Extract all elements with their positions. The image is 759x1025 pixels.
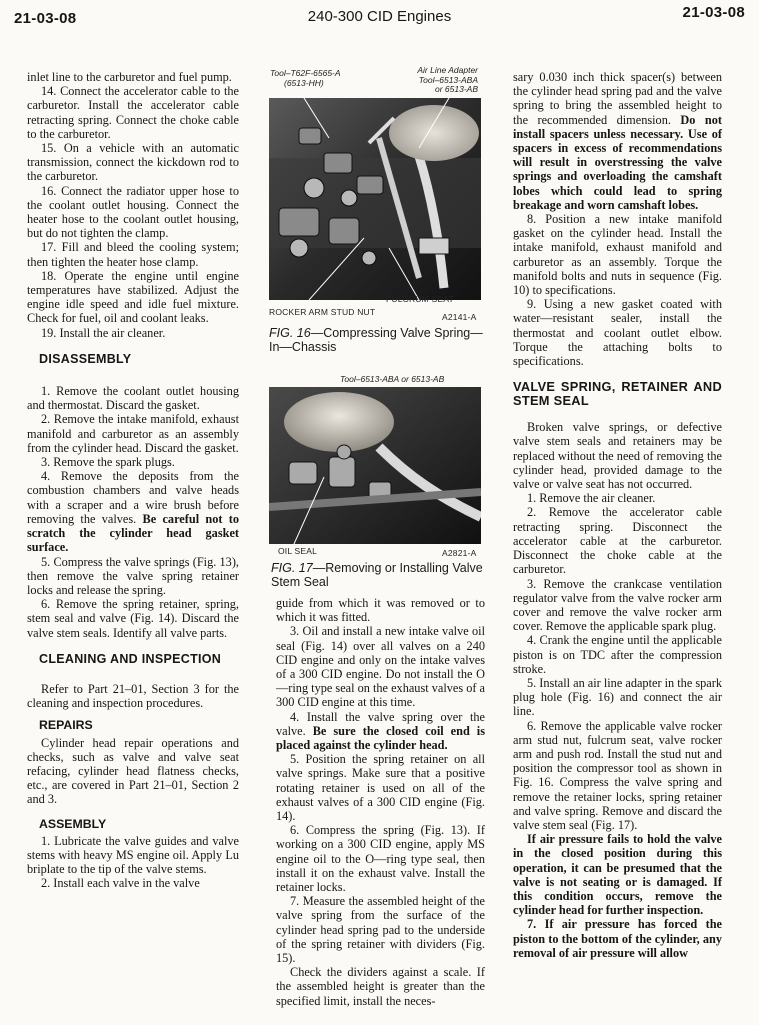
disassembly-step-1: 1. Remove the coolant outlet housing and thermostat. Discard the gasket.: [27, 384, 239, 413]
step-16: 16. Connect the radiator upper hose to the coolant outlet housing. Connect the heater hose to the coolant outlet housing, but do not tighten the clamp.: [27, 183, 239, 241]
cleaning-paragraph: Refer to Part 21–01, Section 3 for the cleaning and inspection procedures.: [27, 681, 239, 711]
replace-step-5: 5. Install an air line adapter in the spark plug hole (Fig. 16) and connect the air line.: [513, 675, 722, 719]
fig16-label-fulcrum-seat: FULCRUM SEAT: [386, 294, 454, 304]
assembly-step-1: 1. Lubricate the valve guides and valve stems with heavy MS engine oil. Apply Lu briplate to the tip of the valve stems.: [27, 833, 239, 877]
assembly-step-7: 7. Measure the assembled height of the valve spring from the surface of the cylinder head spring pad to the underside of the spring retainer with dividers (Fig. 15).: [276, 894, 485, 966]
assembly-step-5: 5. Position the spring retainer on all valve springs. Make sure that a positive rotating retainer is used on all of the exhaust valves of a 300 CID engine (Fig. 14).: [276, 752, 485, 824]
page-number-right: 21-03-08: [682, 4, 745, 21]
assembly-step-6: 6. Compress the spring (Fig. 13). If working on a 300 CID engine, apply MS engine oil to the O—ring type seal, then install it on the exhaust valve. Install the retainer locks.: [276, 823, 485, 895]
replace-step-2: 2. Remove the accelerator cable retracting spring. Disconnect the accelerator cable at the carburetor. Disconnect the choke cable at the carburetor.: [513, 505, 722, 577]
replace-step-7: 7. If air pressure has forced the piston to the bottom of the cylinder, any removal of air pressure will allow: [513, 917, 722, 960]
step-4-caution: Be careful not to scratch the cylinder head gasket surface.: [27, 511, 240, 555]
assembly-step-9: 9. Using a new gasket coated with water—resistant sealer, install the thermostat and coolant outlet elbow. Torque the attaching bolts to specifications.: [513, 297, 722, 369]
running-title: 240-300 CID Engines: [307, 8, 452, 25]
section-intro: Broken valve springs, or defective valve stem seals and retainers may be replaced without the need of removing the cylinder head, provided damage to the valve or valve seat has not occurred.: [513, 420, 722, 492]
assembly-step-3: 3. Oil and install a new intake valve oil seal (Fig. 14) over all valves on a 240 CID engine and only on the intake valves of a 300 CID engine. Do not install the O—ring type seal on the exhaust valves of a 300 CID engine at this time.: [276, 624, 485, 710]
step-19: 19. Install the air cleaner.: [41, 325, 166, 340]
figure-17: [268, 372, 484, 594]
assembly-step-4: 4. Install the valve spring over the valve. Be sure the closed coil end is placed against the cylinder head.: [276, 709, 486, 753]
cleaning-heading: CLEANING AND INSPECTION: [39, 651, 222, 666]
disassembly-heading: DISASSEMBLY: [39, 351, 132, 366]
page-number-left: 21-03-08: [14, 10, 77, 27]
fig17-caption: FIG. 17—Removing or Installing Valve Stem Seal: [271, 561, 483, 589]
fig17-label-oil-seal: OIL SEAL: [278, 546, 318, 556]
paragraph: guide from which it was removed or to which it was fitted.: [276, 596, 485, 625]
repairs-paragraph: Cylinder head repair operations and checks, such as valve and valve seat refacing, cylinder head flatness checks, etc., are covered in Part 21–01, Section 2 and 3.: [27, 735, 239, 807]
disassembly-step-6: 6. Remove the spring retainer, spring, stem seal and valve (Fig. 14). Discard the valve stem seals. Identify all valve parts.: [27, 597, 239, 640]
fig17-photo: [269, 387, 481, 544]
fig16-engine-illustration: [269, 98, 481, 300]
fig17-tool-label: Tool–6513-ABA or 6513-AB: [340, 374, 445, 384]
step-4-text: 4. Remove the deposits from the combustion chambers and valve heads with a scraper and a wire brush before removing the valves.: [27, 469, 239, 526]
paragraph: inlet line to the carburetor and fuel pump.: [27, 70, 232, 84]
step-15: 15. On a vehicle with an automatic transmission, connect the kickdown rod to the carburetor.: [27, 141, 239, 184]
disassembly-step-3: 3. Remove the spark plugs.: [41, 455, 175, 470]
disassembly-step-5: 5. Compress the valve springs (Fig. 13), then remove the valve spring retainer locks and release the spring.: [27, 554, 239, 597]
fig16-code: A2141-A: [442, 312, 477, 322]
right-column: [513, 70, 722, 960]
fig17-valve-seal-illustration: [269, 387, 481, 544]
fig16-tool-label-right: Air Line Adapter Tool–6513-ABA or 6513-AB: [417, 65, 478, 94]
step-18: 18. Operate the engine until engine temperatures have stabilized. Adjust the engine idle speed and idle fuel mixture. Check for fuel, oil and coolant leaks.: [27, 268, 239, 326]
fig16-label-rocker-arm-stud-nut: ROCKER ARM STUD NUT: [269, 307, 376, 317]
fig16-photo: [269, 98, 481, 300]
assembly-step-7-check: Check the dividers against a scale. If the assembled height is greater than the specified limit, install the neces-: [276, 965, 485, 1008]
replace-step-1: 1. Remove the air cleaner.: [527, 491, 656, 506]
paragraph: sary 0.030 inch thick spacer(s) between the cylinder head spring pad and the valve spring to bring the assembled height to the recommended dimension. Do not install spacers unless necessary. Use of spacers in excess of recommendations will result in overstressing the valve springs and overloading the camshaft lobes which could lead to spring breakage and worn camshaft lobes.: [513, 70, 723, 212]
figure-16: [268, 66, 484, 366]
step-14: 14. Connect the accelerator cable to the carburetor. Install the accelerator cable retracting spring. Connect the choke cable to the carburetor.: [27, 84, 239, 141]
disassembly-step-2: 2. Remove the intake manifold, exhaust manifold and carburetor as an assembly from the cylinder head. Discard the gasket.: [27, 412, 239, 455]
valve-spring-section-heading: VALVE SPRING, RETAINER AND STEM SEAL: [513, 379, 722, 409]
fig17-code: A2821-A: [442, 548, 477, 558]
left-column: [27, 70, 239, 891]
replace-step-6-warning: If air pressure fails to hold the valve in the closed position during this operation, it can be presumed that the valve is not seating or is damaged. If this condition occurs, remove the cylinder head for further inspection.: [513, 832, 722, 918]
replace-step-6: 6. Remove the applicable valve rocker arm stud nut, fulcrum seat, valve rocker arm and push rod. Install the stud nut and position the compressor tool as shown in Fig. 16. Compress the valve spring and remove the retainer locks, spring retainer and valve spring. Remove and discard the valve stem seal (Fig. 17).: [513, 718, 722, 832]
assembly-step-8: 8. Position a new intake manifold gasket on the cylinder head. Install the intake manifold, exhaust manifold and carburetor as an assembly. Torque the manifold bolts and nuts in sequence (Fig. 10) to specifications.: [513, 212, 722, 298]
repairs-heading: REPAIRS: [39, 718, 93, 733]
disassembly-step-4: [27, 469, 239, 554]
fig16-tool-label-left: Tool–T62F-6565-A (6513-HH): [270, 68, 341, 88]
assembly-heading: ASSEMBLY: [39, 816, 107, 831]
middle-column-text: [276, 596, 485, 1008]
replace-step-4: 4. Crank the engine until the applicable piston is on TDC after the compression stroke.: [513, 633, 722, 676]
step-17: 17. Fill and bleed the cooling system; then tighten the heater hose clamp.: [27, 240, 239, 269]
replace-step-3: 3. Remove the crankcase ventilation regulator valve from the valve rocker arm cover and remove the valve rocker arm cover. Remove the applicable spark plug.: [513, 576, 722, 634]
assembly-step-2: 2. Install each valve in the valve: [41, 876, 200, 891]
page-header: [0, 0, 759, 40]
fig16-caption: FIG. 16—Compressing Valve Spring—In—Chassis: [269, 326, 483, 354]
